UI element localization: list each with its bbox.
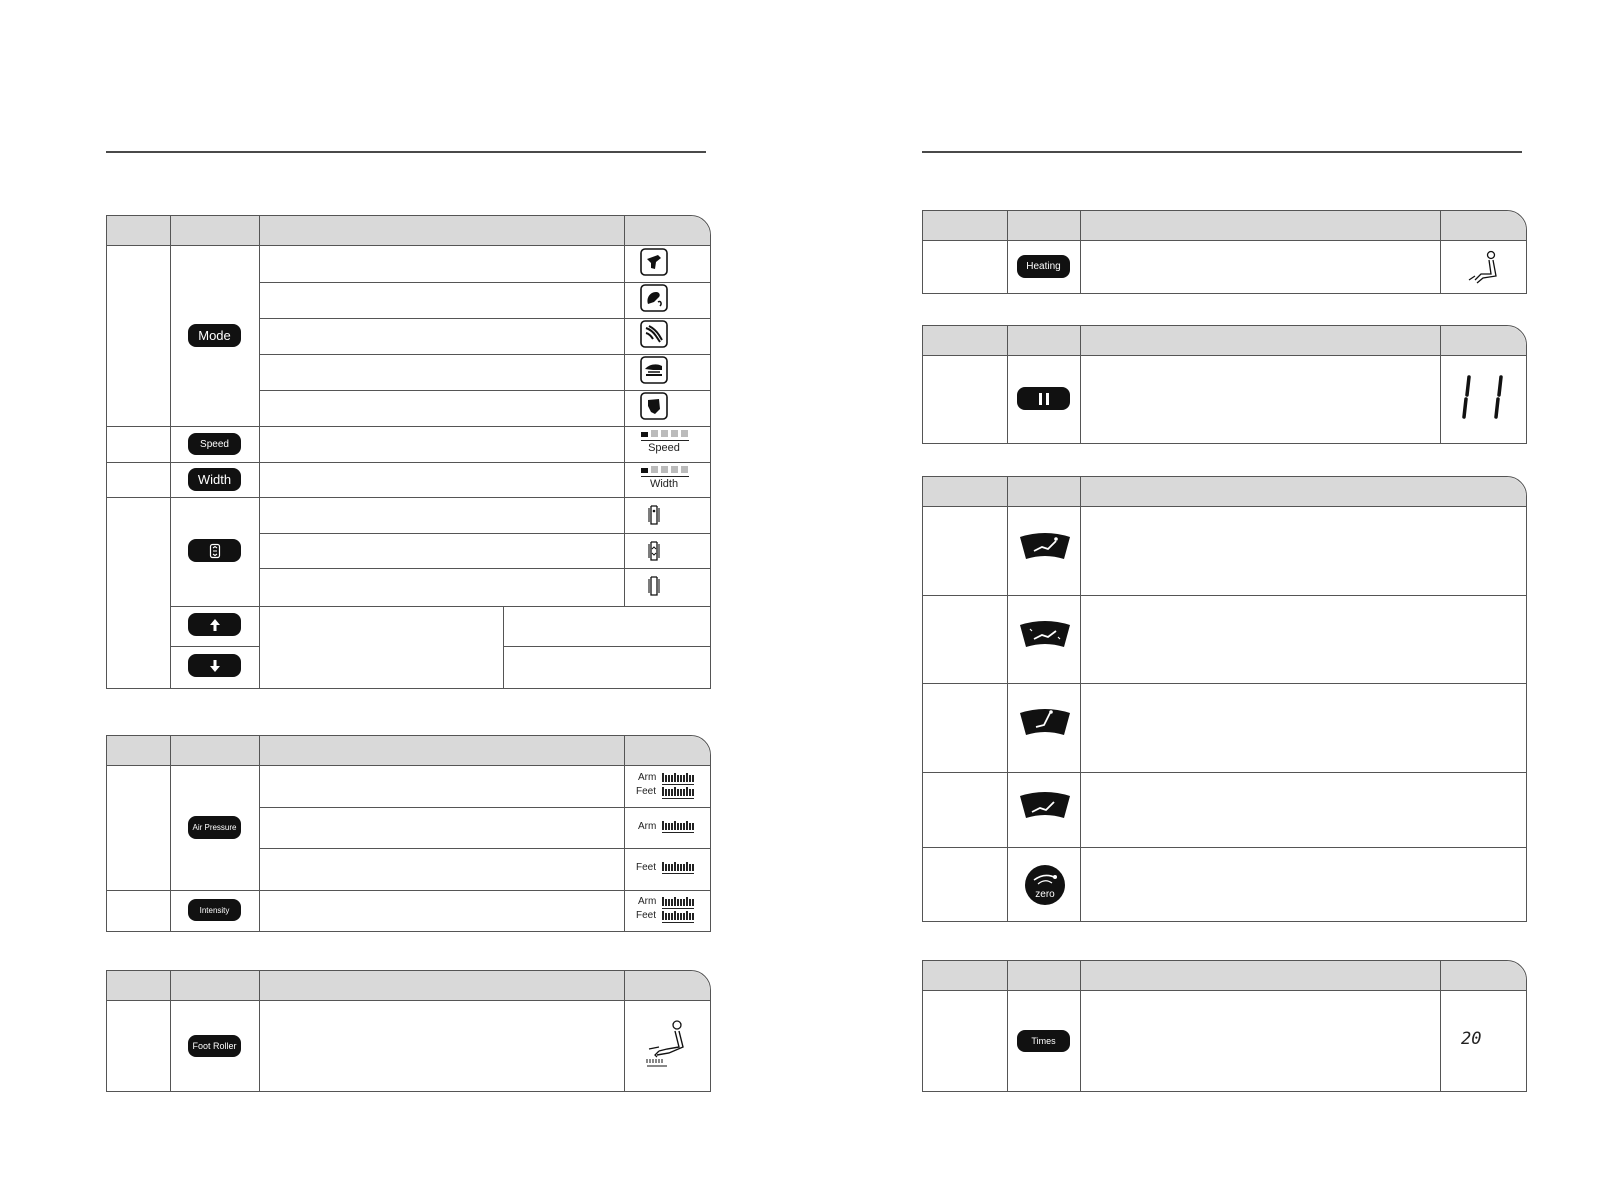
roller-middle-position-icon (639, 536, 669, 566)
level-bar (680, 823, 682, 830)
mode-button[interactable]: Mode (188, 324, 241, 347)
foot-roller-table (106, 970, 711, 1092)
level-bar (692, 864, 694, 871)
knocking-hand-icon (639, 391, 669, 421)
left-page-rule (106, 151, 706, 153)
table-header (107, 971, 710, 1001)
level-square (671, 430, 678, 437)
level-square (651, 466, 658, 473)
level-bar (680, 775, 682, 782)
feet-pressure-indicator (624, 848, 712, 890)
level-bar (668, 775, 670, 782)
level-bar (674, 773, 676, 782)
width-indicator-label: Width (649, 478, 679, 490)
level-bar (662, 773, 664, 782)
level-bar (671, 864, 673, 871)
recline-preset-table (922, 476, 1527, 922)
shiatsu-hand-icon (639, 355, 669, 385)
level-square (671, 466, 678, 473)
position-button[interactable] (188, 539, 241, 562)
roller-up-button[interactable] (188, 613, 241, 636)
level-bar (668, 823, 670, 830)
level-bar (686, 821, 688, 830)
table-header (923, 211, 1526, 241)
arm-label: Arm (638, 896, 657, 907)
feet-label: Feet (636, 910, 657, 921)
level-bar (668, 789, 670, 796)
level-bar (692, 789, 694, 796)
level-bar (683, 864, 685, 871)
feet-level-bars (662, 787, 694, 797)
table-header (923, 477, 1526, 507)
recline-preset-2-icon[interactable] (1018, 619, 1072, 649)
level-bar (689, 789, 691, 796)
level-bar (686, 787, 688, 796)
level-bar (683, 913, 685, 920)
intensity-button[interactable]: Intensity (188, 899, 241, 921)
level-bar (662, 821, 664, 830)
level-bar (683, 899, 685, 906)
pause-button[interactable] (1017, 387, 1070, 410)
level-bar (674, 787, 676, 796)
level-bar (683, 823, 685, 830)
level-bar (677, 864, 679, 871)
feet-label: Feet (636, 862, 657, 873)
arm-level-bars (662, 773, 694, 783)
level-bar (665, 913, 667, 920)
level-baseline (662, 832, 694, 833)
massage-mode-table (106, 215, 711, 689)
level-baseline (662, 784, 694, 785)
width-level-indicator (624, 462, 712, 497)
feet-level-bars (662, 911, 694, 921)
level-bar (692, 899, 694, 906)
level-bar (674, 911, 676, 920)
roller-top-position-icon (639, 500, 669, 530)
level-bar (665, 775, 667, 782)
level-bar (686, 911, 688, 920)
intensity-indicator (624, 890, 712, 931)
arm-level-bars (662, 897, 694, 907)
foot-roller-icon (637, 1015, 697, 1073)
level-bar (692, 823, 694, 830)
kneading-hand-icon (639, 283, 669, 313)
level-square (641, 432, 648, 437)
level-bar (677, 775, 679, 782)
heating-button[interactable]: Heating (1017, 255, 1070, 278)
level-bar (671, 823, 673, 830)
times-table (922, 960, 1527, 1092)
level-square (641, 468, 648, 473)
level-bar (665, 789, 667, 796)
table-header (923, 961, 1526, 991)
roller-down-button[interactable] (188, 654, 241, 677)
level-bar (662, 897, 664, 906)
level-bar (671, 775, 673, 782)
level-bar (686, 773, 688, 782)
level-bar (689, 775, 691, 782)
roller-position-icon (209, 543, 221, 559)
right-page-rule (922, 151, 1522, 153)
feet-level-bars (662, 862, 694, 872)
level-bar (680, 789, 682, 796)
level-bar (674, 897, 676, 906)
level-bar (665, 899, 667, 906)
zero-gravity-button[interactable] (1024, 864, 1066, 906)
recline-preset-4-icon[interactable] (1018, 790, 1072, 820)
level-bar (689, 823, 691, 830)
level-bar (671, 913, 673, 920)
arm-label: Arm (638, 821, 657, 832)
level-bar (677, 823, 679, 830)
level-bar (671, 899, 673, 906)
level-bar (692, 775, 694, 782)
foot-roller-button[interactable]: Foot Roller (188, 1035, 241, 1057)
roller-bottom-position-icon (639, 571, 669, 601)
level-bar (686, 897, 688, 906)
level-bar (680, 899, 682, 906)
rolling-hand-icon (639, 319, 669, 349)
level-bar (662, 862, 664, 871)
level-bar (689, 899, 691, 906)
level-bar (668, 913, 670, 920)
level-bar (683, 775, 685, 782)
pause-segment-display (1443, 372, 1523, 422)
level-bar (686, 862, 688, 871)
pause-table (922, 325, 1527, 444)
level-bar (677, 789, 679, 796)
level-bar (662, 787, 664, 796)
table-header (923, 326, 1526, 356)
level-bar (674, 862, 676, 871)
level-bar (674, 821, 676, 830)
level-baseline (662, 908, 694, 909)
recline-preset-1-icon[interactable] (1018, 531, 1072, 561)
heating-seated-person-icon (1453, 247, 1513, 287)
level-square (681, 430, 688, 437)
arm-feet-pressure-indicator (624, 766, 712, 807)
timer-display: 20 (1461, 1029, 1482, 1049)
level-bar (680, 864, 682, 871)
level-square (661, 466, 668, 473)
speed-button[interactable]: Speed (188, 433, 241, 455)
level-baseline (662, 922, 694, 923)
level-bar (689, 864, 691, 871)
level-square (651, 430, 658, 437)
level-bar (680, 913, 682, 920)
times-button[interactable]: Times (1017, 1030, 1070, 1052)
speed-level-indicator (624, 426, 712, 462)
level-bar (671, 789, 673, 796)
arrow-down-icon (209, 659, 221, 673)
level-bar (692, 913, 694, 920)
width-button[interactable]: Width (188, 468, 241, 491)
air-pressure-button[interactable]: Air Pressure (188, 816, 241, 839)
table-header (107, 216, 710, 246)
tapping-hand-icon (639, 247, 669, 277)
speed-indicator-label: Speed (648, 442, 680, 454)
level-bar (683, 789, 685, 796)
level-bar (668, 864, 670, 871)
table-header (107, 736, 710, 766)
heating-table (922, 210, 1527, 294)
arrow-up-icon (209, 618, 221, 632)
level-bar (689, 913, 691, 920)
arm-label: Arm (638, 772, 657, 783)
level-bar (677, 899, 679, 906)
zero-label: zero (1035, 889, 1055, 900)
arm-pressure-indicator (624, 807, 712, 848)
level-baseline (662, 873, 694, 874)
level-square (661, 430, 668, 437)
arm-level-bars (662, 821, 694, 831)
recline-preset-3-icon[interactable] (1018, 707, 1072, 737)
pause-icon (1037, 393, 1051, 405)
feet-label: Feet (636, 786, 657, 797)
level-square (681, 466, 688, 473)
level-bar (668, 899, 670, 906)
level-bar (665, 864, 667, 871)
level-baseline (662, 798, 694, 799)
level-bar (677, 913, 679, 920)
level-bar (665, 823, 667, 830)
air-pressure-table (106, 735, 711, 932)
level-bar (662, 911, 664, 920)
